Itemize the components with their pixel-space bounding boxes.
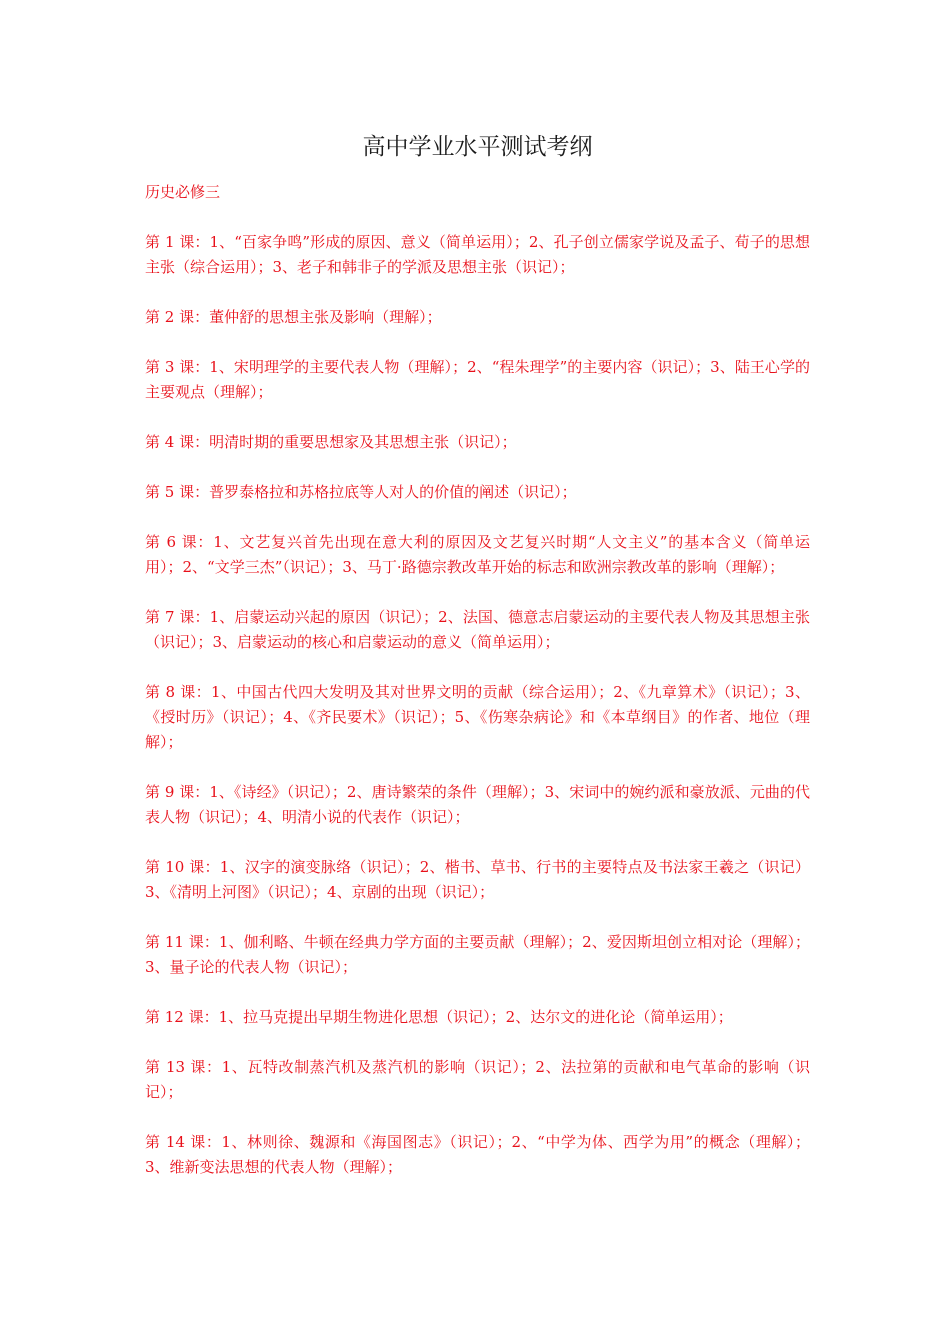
document-title: 高中学业水平测试考纲: [362, 134, 593, 160]
lesson-5: 第 5 课：普罗泰格拉和苏格拉底等人对人的价值的阐述（识记）；: [145, 483, 577, 501]
lesson-3: 第 3 课：1、宋明理学的主要代表人物（理解）；2、“程朱理学”的主要内容（识记）；3、陆王心学的主要观点（理解）；: [145, 358, 810, 401]
lesson-12: 第 12 课：1、拉马克提出早期生物进化思想（识记）；2、达尔文的进化论（简单运用）；: [145, 1008, 733, 1026]
lesson-11: 第 11 课：1、伽利略、牛顿在经典力学方面的主要贡献（理解）；2、爱因斯坦创立相对论（理解）；3、量子论的代表人物（识记）；: [145, 933, 810, 976]
lesson-9: 第 9 课：1、《诗经》（识记）；2、唐诗繁荣的条件（理解）；3、宋词中的婉约派和豪放派、元曲的代表人物（识记）；4、明清小说的代表作（识记）；: [145, 783, 810, 826]
document-page: [145, 130, 810, 1205]
document-subtitle: 历史必修三: [145, 183, 221, 201]
lesson-6: 第 6 课：1、文艺复兴首先出现在意大利的原因及文艺复兴时期“人文主义”的基本含义（简单运用）；2、“文学三杰”（识记）；3、马丁·路德宗教改革开始的标志和欧洲宗教改革的影响（理解）；: [145, 533, 810, 576]
lesson-13: 第 13 课：1、瓦特改制蒸汽机及蒸汽机的影响（识记）；2、法拉第的贡献和电气革命的影响（识记）；: [145, 1058, 810, 1101]
lesson-10: 第 10 课：1、汉字的演变脉络（识记）；2、楷书、草书、行书的主要特点及书法家王羲之（识记）3、《清明上河图》（识记）；4、京剧的出现（识记）；: [145, 858, 810, 901]
lesson-1: 第 1 课：1、“百家争鸣”形成的原因、意义（简单运用）；2、孔子创立儒家学说及孟子、荀子的思想主张（综合运用）；3、老子和韩非子的学派及思想主张（识记）；: [145, 233, 810, 276]
lesson-2: 第 2 课：董仲舒的思想主张及影响（理解）；: [145, 308, 442, 326]
lesson-14: 第 14 课：1、林则徐、魏源和《海国图志》（识记）；2、“中学为体、西学为用”的概念（理解）；3、维新变法思想的代表人物（理解）；: [145, 1133, 810, 1176]
lesson-8: 第 8 课：1、中国古代四大发明及其对世界文明的贡献（综合运用）；2、《九章算术》（识记）；3、《授时历》（识记）；4、《齐民要术》（识记）；5、《伤寒杂病论》和《本草纲目》的作者、地位（理解）；: [145, 683, 810, 751]
lesson-4: 第 4 课：明清时期的重要思想家及其思想主张（识记）；: [145, 433, 517, 451]
lesson-7: 第 7 课：1、启蒙运动兴起的原因（识记）；2、法国、德意志启蒙运动的主要代表人物及其思想主张（识记）；3、启蒙运动的核心和启蒙运动的意义（简单运用）；: [145, 608, 810, 651]
